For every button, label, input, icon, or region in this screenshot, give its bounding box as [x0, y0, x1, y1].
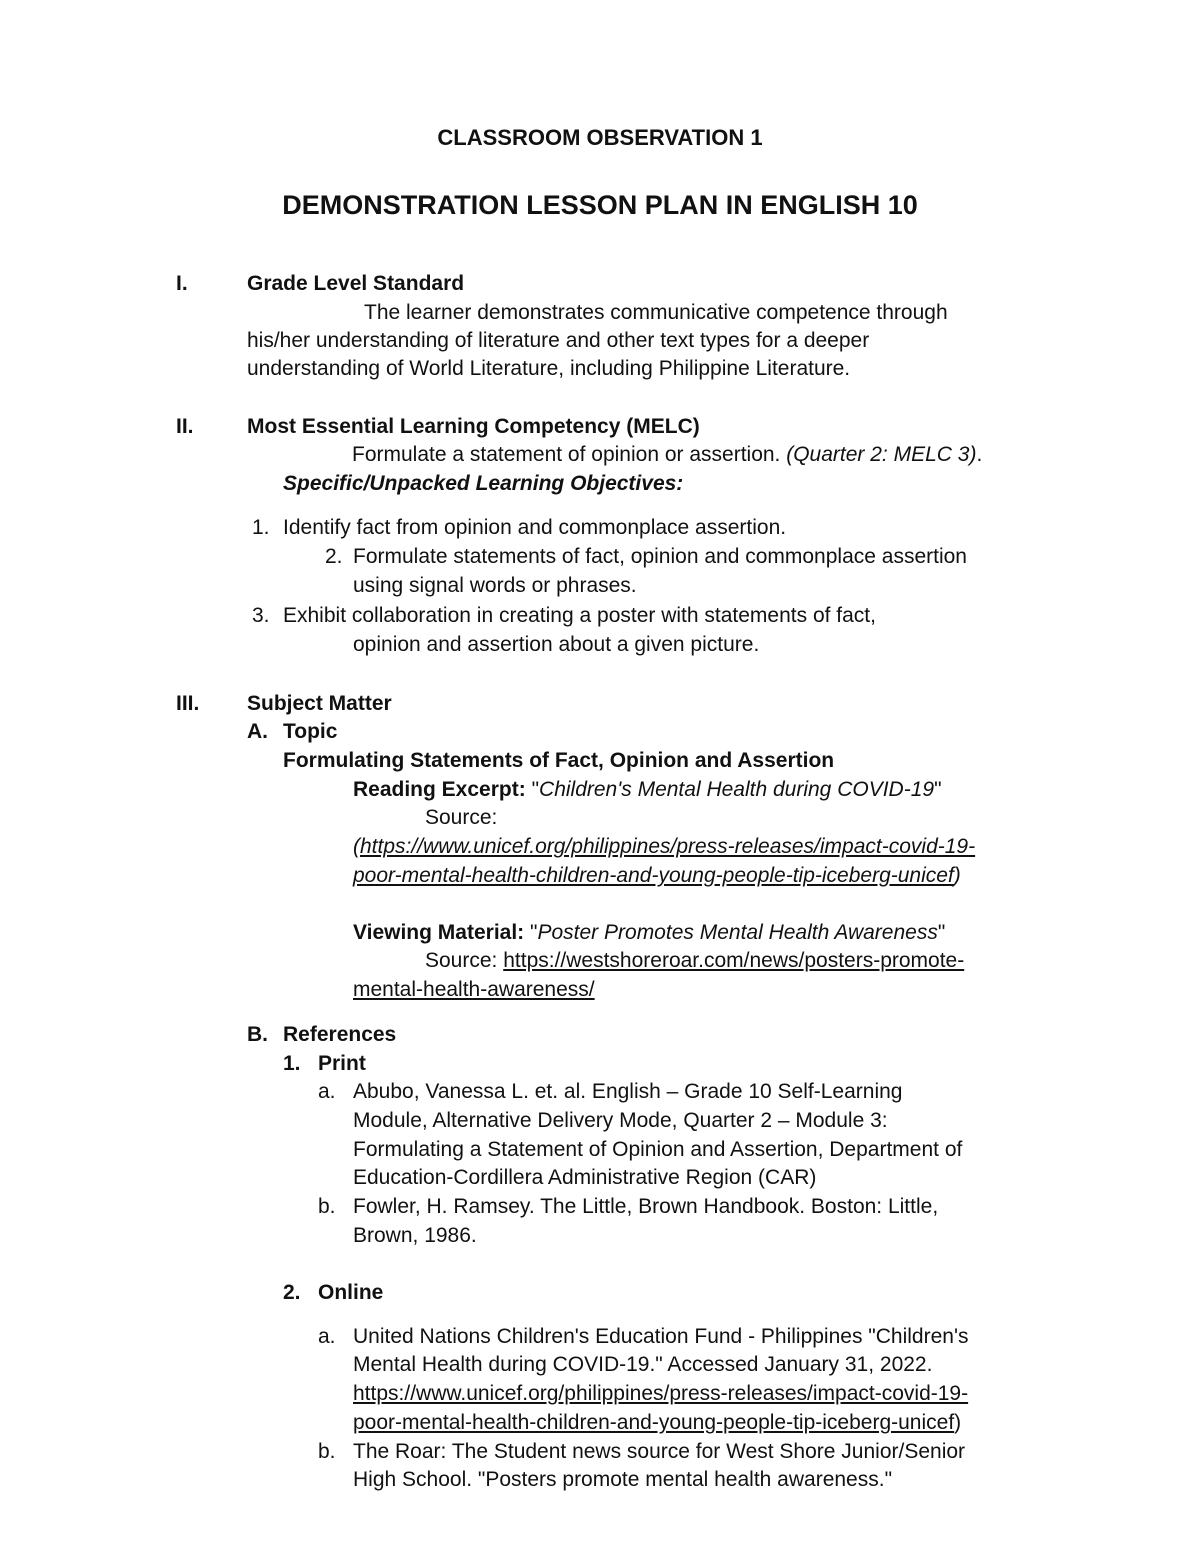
references-heading: References: [283, 1023, 397, 1046]
section-1-heading: Grade Level Standard: [247, 272, 465, 295]
reference-line: The Roar: The Student news source for West Shore Junior/Senior: [353, 1440, 966, 1463]
references-label: B.: [247, 1023, 268, 1046]
viewing-material: Viewing Material: "Poster Promotes Mental Health Awareness": [353, 921, 946, 944]
viewing-source-link[interactable]: mental-health-awareness/: [353, 978, 595, 1001]
reference-line: Formulating a Statement of Opinion and Assertion, Department of: [353, 1138, 963, 1161]
reference-link-line[interactable]: poor-mental-health-children-and-young-people-tip-iceberg-unicef): [353, 1411, 962, 1434]
reading-excerpt: Reading Excerpt: "Children's Mental Health during COVID-19": [353, 778, 942, 801]
objective-text: using signal words or phrases.: [353, 574, 637, 597]
objective-number: 2.: [325, 545, 343, 568]
topic-title: Formulating Statements of Fact, Opinion and Assertion: [283, 749, 835, 772]
objective-text: Exhibit collaboration in creating a poster with statements of fact,: [283, 604, 876, 627]
section-3-heading: Subject Matter: [247, 692, 392, 715]
section-1-line: understanding of World Literature, including Philippine Literature.: [247, 357, 851, 380]
melc-statement: Formulate a statement of opinion or assertion. (Quarter 2: MELC 3).: [352, 443, 983, 466]
reference-line: Module, Alternative Delivery Mode, Quarter 2 – Module 3:: [353, 1109, 888, 1132]
reference-line: Education-Cordillera Administrative Region (CAR): [353, 1166, 817, 1189]
objective-number: 3.: [252, 604, 270, 627]
reading-source-link[interactable]: poor-mental-health-children-and-young-people-tip-iceberg-unicef): [353, 864, 961, 887]
online-heading: Online: [318, 1281, 384, 1304]
online-number: 2.: [283, 1281, 301, 1304]
section-2-numeral: II.: [176, 415, 194, 438]
reading-source-label: Source:: [425, 806, 498, 829]
print-heading: Print: [318, 1052, 366, 1075]
reference-line: Mental Health during COVID-19." Accessed January 31, 2022.: [353, 1353, 933, 1376]
objective-text: opinion and assertion about a given picture.: [353, 633, 760, 656]
reference-letter: b.: [318, 1440, 336, 1463]
objective-text: Identify fact from opinion and commonplace assertion.: [283, 516, 787, 539]
print-number: 1.: [283, 1052, 301, 1075]
reference-line: Fowler, H. Ramsey. The Little, Brown Handbook. Boston: Little,: [353, 1195, 939, 1218]
objectives-heading: Specific/Unpacked Learning Objectives:: [283, 472, 684, 495]
reference-line: Abubo, Vanessa L. et. al. English – Grade 10 Self-Learning: [353, 1080, 903, 1103]
topic-label: A.: [247, 720, 268, 743]
reference-letter: a.: [318, 1080, 336, 1103]
viewing-source: Source: https://westshoreroar.com/news/posters-promote-: [425, 949, 965, 972]
section-3-numeral: III.: [176, 692, 200, 715]
reference-line: High School. "Posters promote mental health awareness.": [353, 1468, 893, 1491]
reference-line: United Nations Children's Education Fund - Philippines "Children's: [353, 1325, 969, 1348]
objective-number: 1.: [252, 516, 270, 539]
section-1-line: his/her understanding of literature and other text types for a deeper: [247, 329, 870, 352]
section-1-line: The learner demonstrates communicative competence through: [364, 301, 948, 324]
reference-line: Brown, 1986.: [353, 1224, 477, 1247]
section-1-numeral: I.: [176, 272, 188, 295]
topic-heading: Topic: [283, 720, 338, 743]
section-2-heading: Most Essential Learning Competency (MELC): [247, 415, 700, 438]
observation-heading: CLASSROOM OBSERVATION 1: [437, 125, 763, 150]
reading-source-link[interactable]: (https://www.unicef.org/philippines/press-releases/impact-covid-19-: [353, 835, 976, 858]
reference-link[interactable]: https://www.unicef.org/philippines/press-releases/impact-covid-19-: [353, 1382, 969, 1405]
objective-text: Formulate statements of fact, opinion and commonplace assertion: [353, 545, 967, 568]
viewing-source-link[interactable]: https://westshoreroar.com/news/posters-promote-: [503, 949, 965, 972]
reference-letter: a.: [318, 1325, 336, 1348]
reference-letter: b.: [318, 1195, 336, 1218]
page-title: DEMONSTRATION LESSON PLAN IN ENGLISH 10: [282, 190, 918, 220]
